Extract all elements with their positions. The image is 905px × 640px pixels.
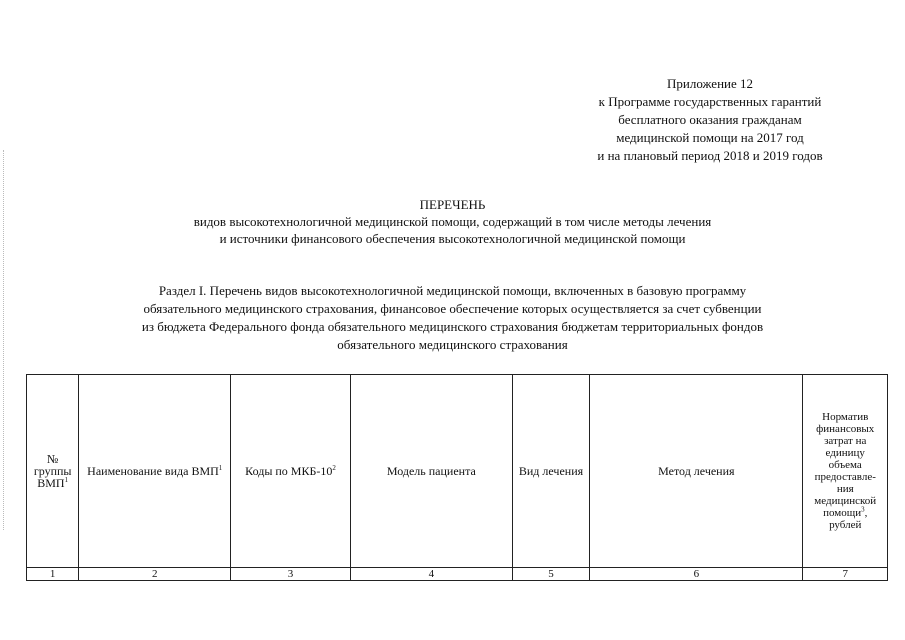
header-cost-norm: Норматив финансовых затрат на единицу объема предоставле-ния медицинской помощи$^3$, рублей	[803, 375, 888, 568]
appendix-line: бесплатного оказания гражданам	[618, 112, 802, 127]
column-number: 1	[27, 568, 79, 581]
header-patient-model: Модель пациента	[350, 375, 512, 568]
table-number-row	[27, 568, 888, 581]
section-line: Раздел I. Перечень видов высокотехнологичной медицинской помощи, включенных в базовую программу	[158, 283, 747, 298]
section-line: обязательного медицинского страхования, финансовое обеспечение которых осуществляется за счет субвенции	[143, 301, 762, 316]
section-heading	[0, 282, 905, 354]
title-line: видов высокотехнологичной медицинской помощи, содержащий в том числе методы лечения	[193, 214, 712, 229]
column-number: 6	[590, 568, 803, 581]
header-treatment-method: Метод лечения	[590, 375, 803, 568]
column-number: 4	[350, 568, 512, 581]
appendix-block	[560, 75, 860, 165]
header-treatment-type: Вид лечения	[512, 375, 589, 568]
table-header-row	[27, 375, 888, 568]
document-title	[0, 196, 905, 247]
header-group-number: № группы ВМП$^1$	[27, 375, 79, 568]
column-number: 3	[231, 568, 351, 581]
appendix-line: и на плановый период 2018 и 2019 годов	[597, 148, 823, 163]
title-line: и источники финансового обеспечения высокотехнологичной медицинской помощи	[219, 231, 686, 246]
header-vmp-name: Наименование вида ВМП$^1$	[79, 375, 231, 568]
section-line: обязательного медицинского страхования	[337, 337, 568, 352]
appendix-line: к Программе государственных гарантий	[598, 94, 822, 109]
column-number: 7	[803, 568, 888, 581]
header-mkb-codes: Коды по МКБ-$10^2$	[231, 375, 351, 568]
appendix-line: Приложение 12	[666, 76, 754, 91]
appendix-line: медицинской помощи на 2017 год	[616, 130, 804, 145]
vmp-table	[26, 374, 888, 581]
title-heading: ПЕРЕЧЕНЬ	[419, 197, 486, 212]
column-number: 5	[512, 568, 589, 581]
column-number: 2	[79, 568, 231, 581]
section-line: из бюджета Федерального фонда обязательного медицинского страхования бюджетам территориальных фондов	[141, 319, 764, 334]
